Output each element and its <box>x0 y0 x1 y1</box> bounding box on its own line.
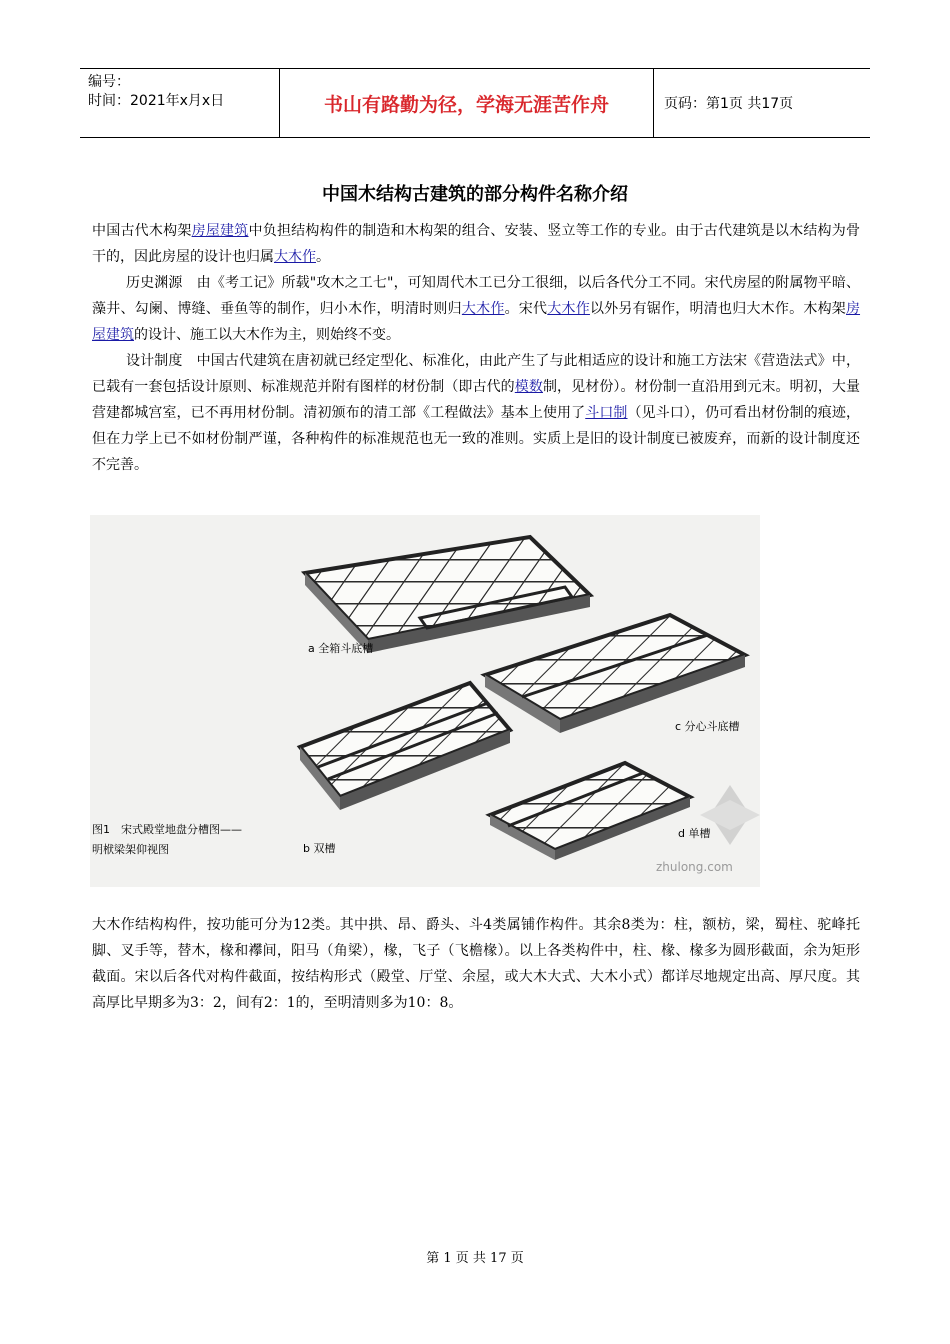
motto: 书山有路勤为径，学海无涯苦作舟 <box>280 69 654 137</box>
intro-section <box>92 218 860 478</box>
text-span: 以外另有锯作，明清也归大木作。木构架 <box>589 301 847 317</box>
link-house-building[interactable]: 房屋建筑 <box>92 301 861 343</box>
page-info: 页码：第1页 共17页 <box>664 96 794 112</box>
text-span: 的设计、施工以大木作为主，则始终不变。 <box>134 327 400 343</box>
text-span: 制，见材份）。材份制一直沿用到元末。明初，大量营建都城宫室，已不再用材份制。清初颁布的清工部《工程做法》基本上使用了 <box>92 379 861 421</box>
label-c: c 分心斗底槽 <box>675 720 740 733</box>
link-house-building[interactable]: 房屋建筑 <box>191 223 249 239</box>
document-title: 中国木结构古建筑的部分构件名称介绍 <box>322 184 628 205</box>
link-damuzuo[interactable]: 大木作 <box>461 301 505 317</box>
text-span: 设计制度 中国古代建筑在唐初就已经定型化、标准化，由此产生了与此相适应的设计和施工方法宋《营造法式》中，已载有一套包括设计原则、标准规范并附有图样的材份制（即古代的 <box>92 353 860 395</box>
link-modulus[interactable]: 模数 <box>514 379 543 395</box>
number-label: 编号： <box>88 74 130 90</box>
text-span: （见斗口），仍可看出材份制的痕迹，但在力学上已不如材份制严谨，各种构件的标准规范也无一致的准则。实质上是旧的设计制度已被废弃，而新的设计制度还不完善。 <box>92 405 861 473</box>
page-footer: 第 1 页 共 17 页 <box>426 1251 524 1266</box>
figure-caption-line1: 图1 宋式殿堂地盘分槽图—— <box>92 823 242 836</box>
link-damuzuo[interactable]: 大木作 <box>547 301 590 317</box>
paragraph-4: 大木作结构构件，按功能可分为12类。其中拱、昂、爵头、斗4类属铺作构件。其余8类为：柱，额枋，梁，蜀柱、驼峰托脚、叉手等，替木，椽和襻间，阳马（角梁），椽，飞子（飞檐椽）。以上各类构件中，柱、椽、椽多为圆形截面，余为矩形截面。宋以后各代对构件截面，按结构形式（殿堂、厅堂、余屋，或大木大式、大木小式）都详尽地规定出高、厚尺度。其高厚比早期多为3：2，间有2：1的，至明清则多为10：8。 <box>92 917 860 1011</box>
paragraph-3 <box>92 348 860 478</box>
header-left-cell <box>80 69 280 137</box>
text-span: 中负担结构构件的制造和木构架的组合、安装、竖立等工作的专业。由于古代建筑是以木结构为骨干的，因此房屋的设计也归属 <box>92 223 861 265</box>
label-d: d 单槽 <box>678 827 711 840</box>
paragraph-2 <box>92 270 860 348</box>
paragraph-1 <box>92 218 860 270</box>
text-span: 。宋代 <box>504 301 548 317</box>
text-span: 历史渊源 由《考工记》所载"攻木之工七"，可知周代木工已分工很细，以后各代分工不同。宋代房屋的附属物平暗、藻井、勾阑、博缝、垂鱼等的制作，归小木作，明清时则归 <box>92 275 860 317</box>
floor-plan-figure <box>90 515 760 887</box>
header-table <box>80 68 870 138</box>
watermark-text: zhulong.com <box>656 860 733 874</box>
link-damuzuo[interactable]: 大木作 <box>274 249 316 265</box>
frame-d <box>490 763 690 860</box>
time-label: 时间：2021年x月x日 <box>88 93 225 109</box>
text-span: 。 <box>316 249 330 265</box>
figure-caption-line2: 明栿梁架仰视图 <box>92 843 169 856</box>
label-a: a 全箱斗底槽 <box>308 642 374 655</box>
frame-a <box>305 537 590 653</box>
text-span: 中国古代木构架 <box>92 223 192 239</box>
components-section <box>92 912 860 1016</box>
frame-c <box>485 615 745 733</box>
frame-b <box>300 683 510 810</box>
link-doukou[interactable]: 斗口制 <box>585 405 628 421</box>
label-b: b 双槽 <box>303 842 336 855</box>
